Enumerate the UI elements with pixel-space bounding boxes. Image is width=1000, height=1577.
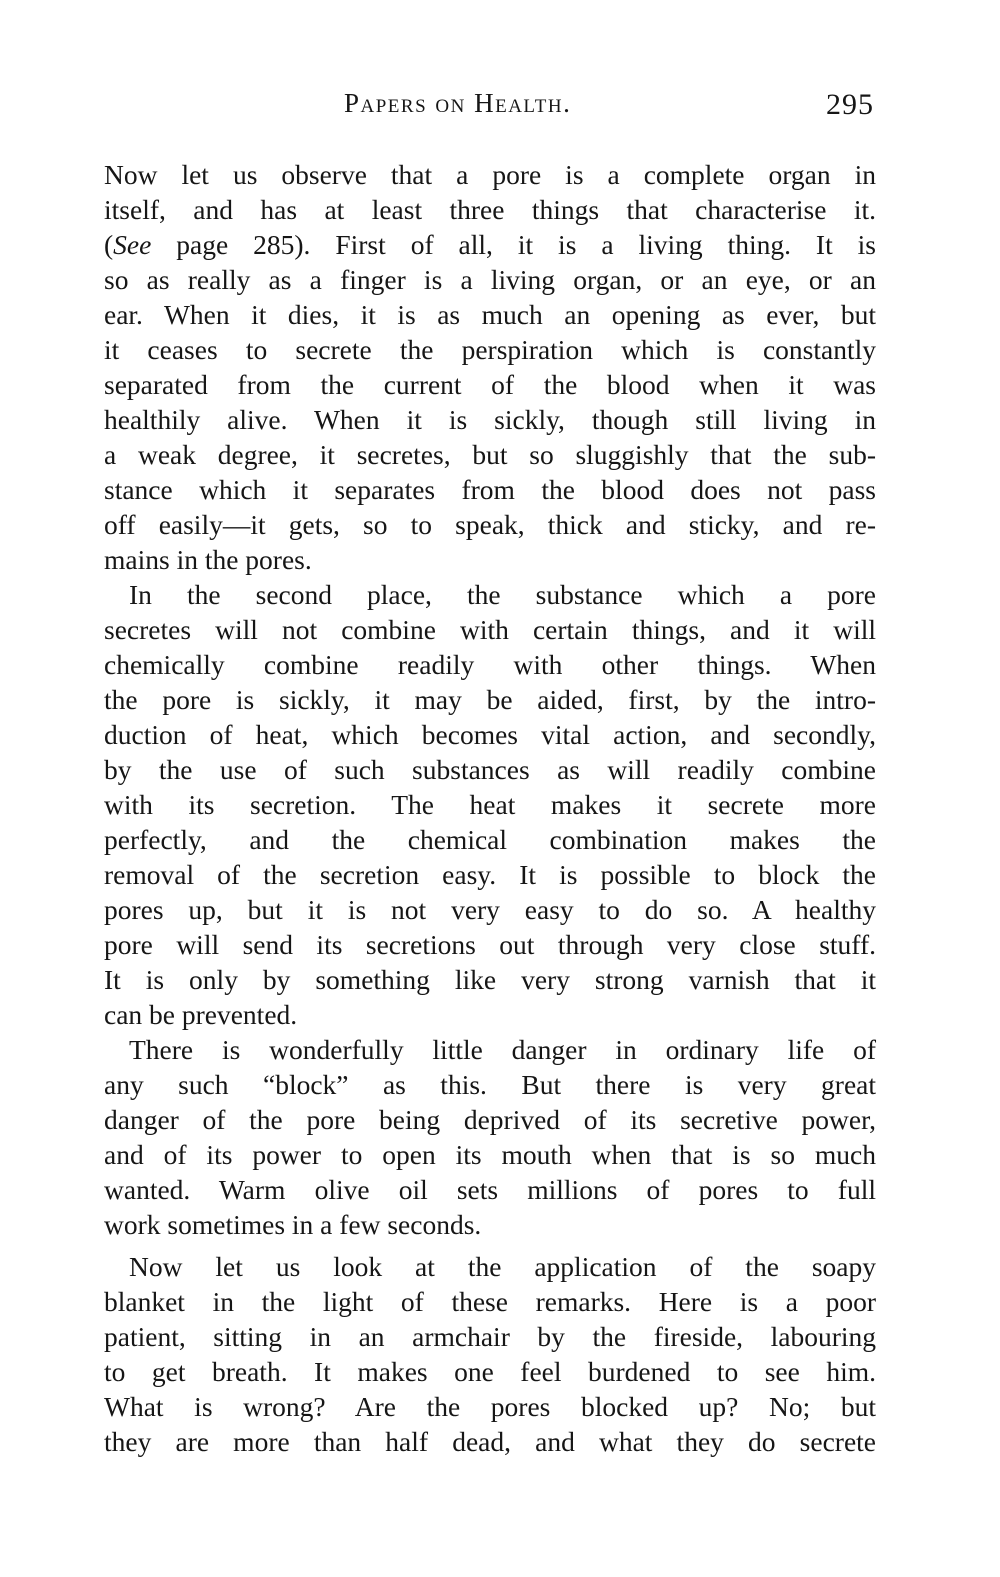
- text-line: secretes will not combine with certain things, and it will: [104, 614, 876, 645]
- text-line: it ceases to secrete the perspiration which is constantly: [104, 334, 876, 365]
- text-line: There is wonderfully little danger in ordinary life of: [129, 1034, 876, 1065]
- text-line: chemically combine readily with other things. When: [104, 649, 876, 680]
- text-line: removal of the secretion easy. It is possible to block the: [104, 859, 876, 890]
- text-line: with its secretion. The heat makes it secrete more: [104, 789, 876, 820]
- text-line: they are more than half dead, and what they do secrete: [104, 1426, 876, 1457]
- running-title: Papers on Health.: [344, 88, 572, 118]
- text-line: itself, and has at least three things that characterise it.: [104, 194, 876, 225]
- body-text: [104, 157, 876, 1459]
- text-line: to get breath. It makes one feel burdened to see him.: [104, 1356, 876, 1387]
- text-line: Now let us look at the application of the soapy: [129, 1251, 876, 1282]
- text-line: Now let us observe that a pore is a complete organ in: [104, 159, 876, 190]
- italic-reference-word: See: [113, 229, 152, 260]
- paragraph-2: [104, 577, 876, 1032]
- text-line: (See page 285). First of all, it is a living thing. It is: [104, 229, 876, 260]
- text-line: can be prevented.: [104, 999, 298, 1030]
- text-line: mains in the pores.: [104, 544, 312, 575]
- text-line: work sometimes in a few seconds.: [104, 1209, 482, 1240]
- text-line: In the second place, the substance which a pore: [129, 579, 876, 610]
- paragraph-4: [104, 1249, 876, 1459]
- text-line: off easily—it gets, so to speak, thick and sticky, and re-: [104, 509, 876, 540]
- text-line: What is wrong? Are the pores blocked up? No; but: [104, 1391, 876, 1422]
- page-number: 295: [826, 88, 874, 121]
- text-line: so as really as a finger is a living organ, or an eye, or an: [104, 264, 876, 295]
- text-line: separated from the current of the blood when it was: [104, 369, 876, 400]
- text-line: duction of heat, which becomes vital action, and secondly,: [104, 719, 876, 750]
- running-head: [104, 88, 876, 128]
- text-line: healthily alive. When it is sickly, though still living in: [104, 404, 876, 435]
- text-line: by the use of such substances as will readily combine: [104, 754, 876, 785]
- text-line: It is only by something like very strong varnish that it: [104, 964, 876, 995]
- text-line: any such “block” as this. But there is very great: [104, 1069, 876, 1100]
- text-line: a weak degree, it secretes, but so sluggishly that the sub-: [104, 439, 876, 470]
- text-line: and of its power to open its mouth when that is so much: [104, 1139, 876, 1170]
- text-line: the pore is sickly, it may be aided, first, by the intro-: [104, 684, 876, 715]
- paragraph-3: [104, 1032, 876, 1242]
- text-line: danger of the pore being deprived of its secretive power,: [104, 1104, 876, 1135]
- text-line: blanket in the light of these remarks. Here is a poor: [104, 1286, 876, 1317]
- text-line: perfectly, and the chemical combination makes the: [104, 824, 876, 855]
- text-line: ear. When it dies, it is as much an opening as ever, but: [104, 299, 876, 330]
- paragraph-1: [104, 157, 876, 577]
- text-line: pores up, but it is not very easy to do so. A healthy: [104, 894, 876, 925]
- text-line: pore will send its secretions out through very close stuff.: [104, 929, 876, 960]
- paragraph-gap: [104, 1242, 876, 1249]
- text-line: patient, sitting in an armchair by the fireside, labouring: [104, 1321, 876, 1352]
- text-line: wanted. Warm olive oil sets millions of pores to full: [104, 1174, 876, 1205]
- text-line: stance which it separates from the blood does not pass: [104, 474, 876, 505]
